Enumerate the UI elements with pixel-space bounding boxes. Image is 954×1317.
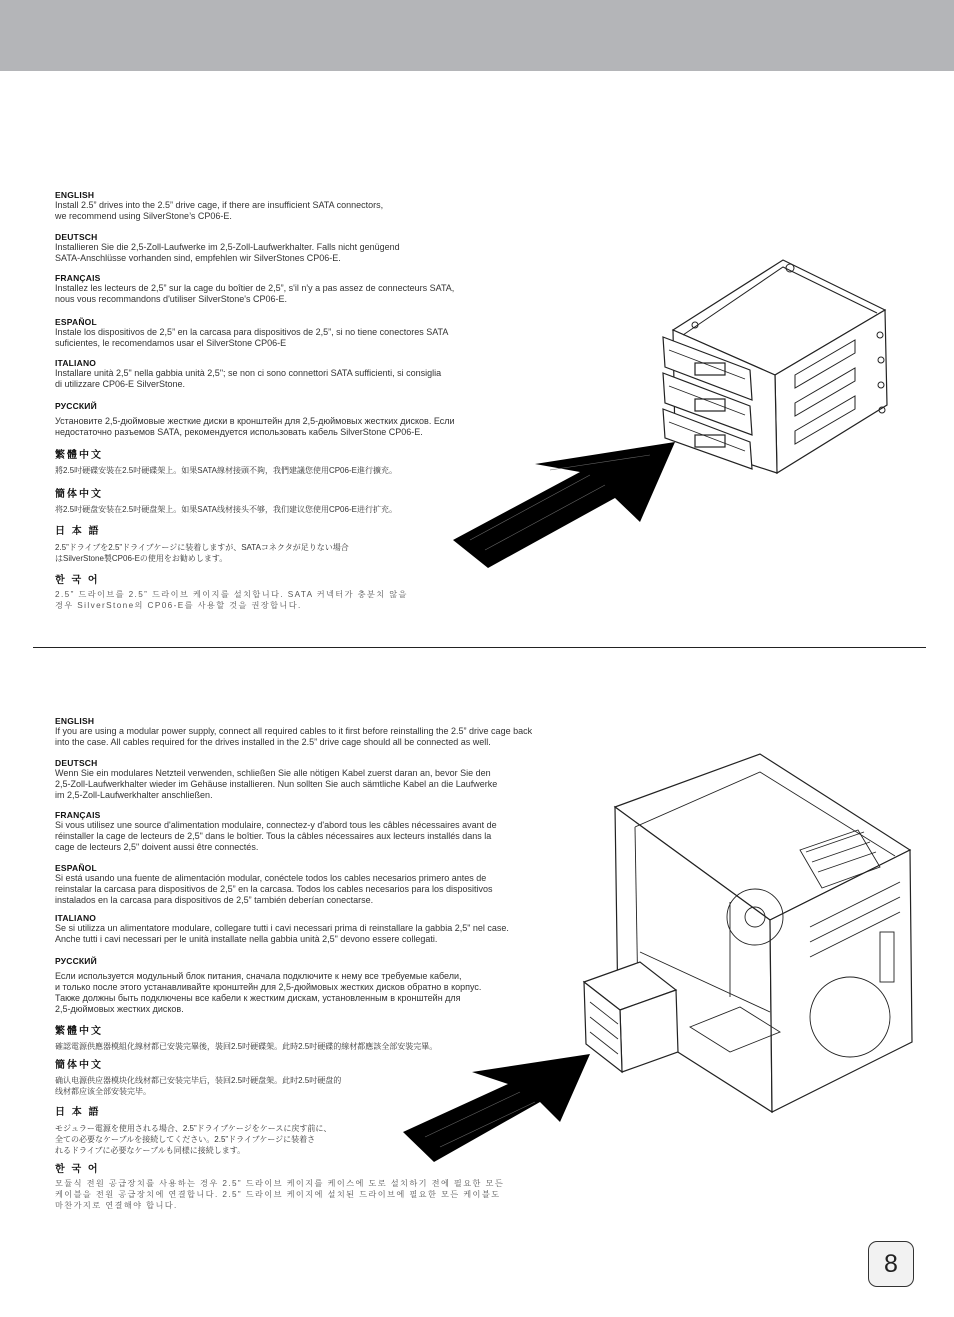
- s1-trad-chinese-heading: 繁體中文: [55, 450, 103, 461]
- s1-deutsch: [55, 232, 400, 264]
- s1-korean: [55, 571, 408, 611]
- s1-francais-heading: FRANÇAIS: [55, 273, 101, 283]
- s1-simp-chinese-text: 将2.5吋硬盘安装在2.5吋硬盘架上。如果SATA线材接头不够，我们建议您使用CP06-E进行扩充。: [55, 505, 397, 514]
- s1-russian-heading: РУССКИЙ: [55, 401, 97, 411]
- s2-francais-heading: FRANÇAIS: [55, 810, 101, 820]
- s2-russian-heading: РУССКИЙ: [55, 956, 97, 966]
- s1-trad-chinese-text: 將2.5吋硬碟安裝在2.5吋硬碟架上。如果SATA線材接頭不夠，我們建議您使用CP06-E進行擴充。: [55, 466, 397, 475]
- s1-italiano-heading: ITALIANO: [55, 358, 97, 368]
- s2-espanol-text: Si está usando una fuente de alimentación modular, conéctele todos los cables necesarios primero antes de reinstalar la carcasa para dispositivos de 2,5” en la carcasa. Todos los cables necesarios para los dispositivos instalados en la carcasa para dispositivos de 2,5” también deberían conectarse.: [55, 873, 493, 905]
- s2-italiano: [55, 913, 509, 945]
- s2-japanese-text: モジュラー電源を使用される場合、2.5”ドライブケージをケースに戻す前に、 全ての必要なケーブルを接続してください。2.5”ドライブケージに装着さ れるドライブに必要なケーブルも同様に接続します。: [55, 1124, 332, 1155]
- s2-korean-heading: 한 국 어: [55, 1164, 100, 1175]
- header-bar: [0, 0, 954, 71]
- s2-english-text: If you are using a modular power supply, connect all required cables to it first before reinstalling the 2.5” drive cage back into the case. All cables required for the drives installed in the 2.5” drive cage should all be connected as well.: [55, 726, 533, 747]
- s2-simp-chinese-heading: 簡体中文: [55, 1060, 103, 1071]
- s2-trad-chinese: [55, 1022, 437, 1052]
- s1-espanol: [55, 317, 448, 349]
- s1-italiano: [55, 358, 441, 390]
- s2-english-heading: ENGLISH: [55, 716, 95, 726]
- s2-japanese: [55, 1103, 331, 1156]
- s2-francais: [55, 810, 497, 853]
- s1-trad-chinese: [55, 446, 397, 476]
- s2-japanese-heading: 日 本 語: [55, 1107, 101, 1118]
- s1-japanese: [55, 522, 349, 564]
- s2-italiano-text: Se si utilizza un alimentatore modulare, collegare tutti i cavi necessari prima di reinstallare la gabbia 2,5" nel case. Anche tutti i cavi necessari per le unità installate nella gabbia unità 2,5" devono essere collegati.: [55, 923, 509, 944]
- s1-japanese-heading: 日 本 語: [55, 526, 101, 537]
- s2-francais-text: Si vous utilisez une source d'alimentation modulaire, connectez-y d'abord tous les câbles nécessaires avant de réinstaller la cage de lecteurs de 2,5" dans le boîtier. Tous la câbles nécessaires aux lecteurs installés dans la cage de lecteurs 2,5" doivent aussi être connectés.: [55, 820, 497, 852]
- s2-espanol: [55, 863, 493, 906]
- s2-trad-chinese-text: 確認電源供應器模組化線材都已安裝完畢後，裝回2.5吋硬碟架。此時2.5吋硬碟的線材都應該全部安裝完畢。: [55, 1042, 438, 1051]
- s2-korean-text: 모듈식 전원 공급장치를 사용하는 경우 2.5” 드라이브 케이지를 케이스에 도로 설치하기 전에 필요한 모든 케이블을 전원 공급장치에 연결합니다. 2.5” 드라이브 케이지에 설치된 드라이브에 필요한 모든 케이블도 마찬가지로 연결해야 합니다.: [55, 1179, 505, 1210]
- s2-simp-chinese-text: 确认电源供应器模块化线材都已安装完毕后，装回2.5吋硬盘架。此时2.5吋硬盘的 线材都应该全部安装完毕。: [55, 1076, 342, 1096]
- s2-espanol-heading: ESPAÑOL: [55, 863, 97, 873]
- s1-deutsch-heading: DEUTSCH: [55, 232, 98, 242]
- s2-english: [55, 716, 532, 748]
- s2-korean: [55, 1160, 504, 1211]
- s1-russian: [55, 401, 455, 438]
- s1-english-heading: ENGLISH: [55, 190, 95, 200]
- section-divider: [33, 647, 926, 648]
- s2-deutsch: [55, 758, 497, 801]
- s1-deutsch-text: Installieren Sie die 2,5-Zoll-Laufwerke im 2,5-Zoll-Laufwerkhalter. Falls nicht genügend SATA-Anschlüsse vorhanden sind, empfehlen wir SilverStones CP06-E.: [55, 242, 400, 263]
- s2-deutsch-text: Wenn Sie ein modulares Netzteil verwenden, schließen Sie alle nötigen Kabel zuerst daran an, bevor Sie den 2,5-Zoll-Laufwerkhalter wieder im Gehäuse installieren. Nun sollten Sie auch sämtliche Kabel an die Laufwerke im 2,5-Zoll-Laufwerkhalter anschließen.: [55, 768, 498, 800]
- s1-simp-chinese-heading: 簡体中文: [55, 489, 103, 500]
- s1-english-text: Install 2.5” drives into the 2.5” drive cage, if there are insufficient SATA connectors, we recommend using SilverStone’s CP06-E.: [55, 200, 384, 221]
- s1-english: [55, 190, 383, 222]
- s2-italiano-heading: ITALIANO: [55, 913, 97, 923]
- arrow-2: [400, 1052, 595, 1167]
- case-illustration: [580, 752, 920, 1122]
- s2-russian: [55, 956, 481, 1015]
- s1-espanol-heading: ESPAÑOL: [55, 317, 97, 327]
- s1-francais-text: Installez les lecteurs de 2,5” sur la cage du boîtier de 2,5”, s'il n'y a pas assez de connecteurs SATA, nous vous recommandons d'utiliser SilverStone's CP06-E.: [55, 283, 455, 304]
- s2-deutsch-heading: DEUTSCH: [55, 758, 98, 768]
- s1-espanol-text: Instale los dispositivos de 2,5” en la carcasa para dispositivos de 2,5”, si no tiene conectores SATA suficientes, le recomendamos usar el SilverStone CP06-E: [55, 327, 449, 348]
- page-number-badge: 8: [868, 1241, 914, 1287]
- s1-korean-text: 2.5” 드라이브를 2.5” 드라이브 케이지를 설치합니다. SATA 커넥터가 충분치 않을 경우 SilverStone의 CP06-E를 사용할 것을 권장합니다.: [55, 590, 408, 610]
- s2-simp-chinese: [55, 1056, 341, 1097]
- s1-korean-heading: 한 국 어: [55, 575, 100, 586]
- s1-simp-chinese: [55, 485, 397, 515]
- drive-cage-illustration: [655, 255, 900, 480]
- s1-francais: [55, 273, 454, 305]
- s2-trad-chinese-heading: 繁體中文: [55, 1026, 103, 1037]
- s1-russian-text: Установите 2,5-дюймовые жесткие диски в кронштейн для 2,5-дюймовых жестких дисков. Если недостаточно разъемов SATA, рекомендуется использовать кабель SilverStone CP06-E.: [55, 416, 455, 437]
- s2-russian-text: Если используется модульный блок питания, сначала подключите к нему все требуемые кабели, и только после этого устанавливайте кронштейн для 2,5-дюймовых жестких дисков обратно в корпус. Также должны быть подключены все кабели к жестким дискам, установленным в кронштейн для 2,5-дюймовых жестких дисков.: [55, 971, 482, 1014]
- arrow-1: [450, 440, 680, 575]
- s1-italiano-text: Installare unità 2,5" nella gabbia unità 2,5"; se non ci sono connettori SATA sufficienti, si consiglia di utilizzare CP06-E SilverStone.: [55, 368, 442, 389]
- s1-japanese-text: 2.5”ドライブを2.5”ドライブケージに装着しますが、SATAコネクタが足りない場合 はSilverStone製CP06-Eの使用をお勧めします。: [55, 543, 349, 563]
